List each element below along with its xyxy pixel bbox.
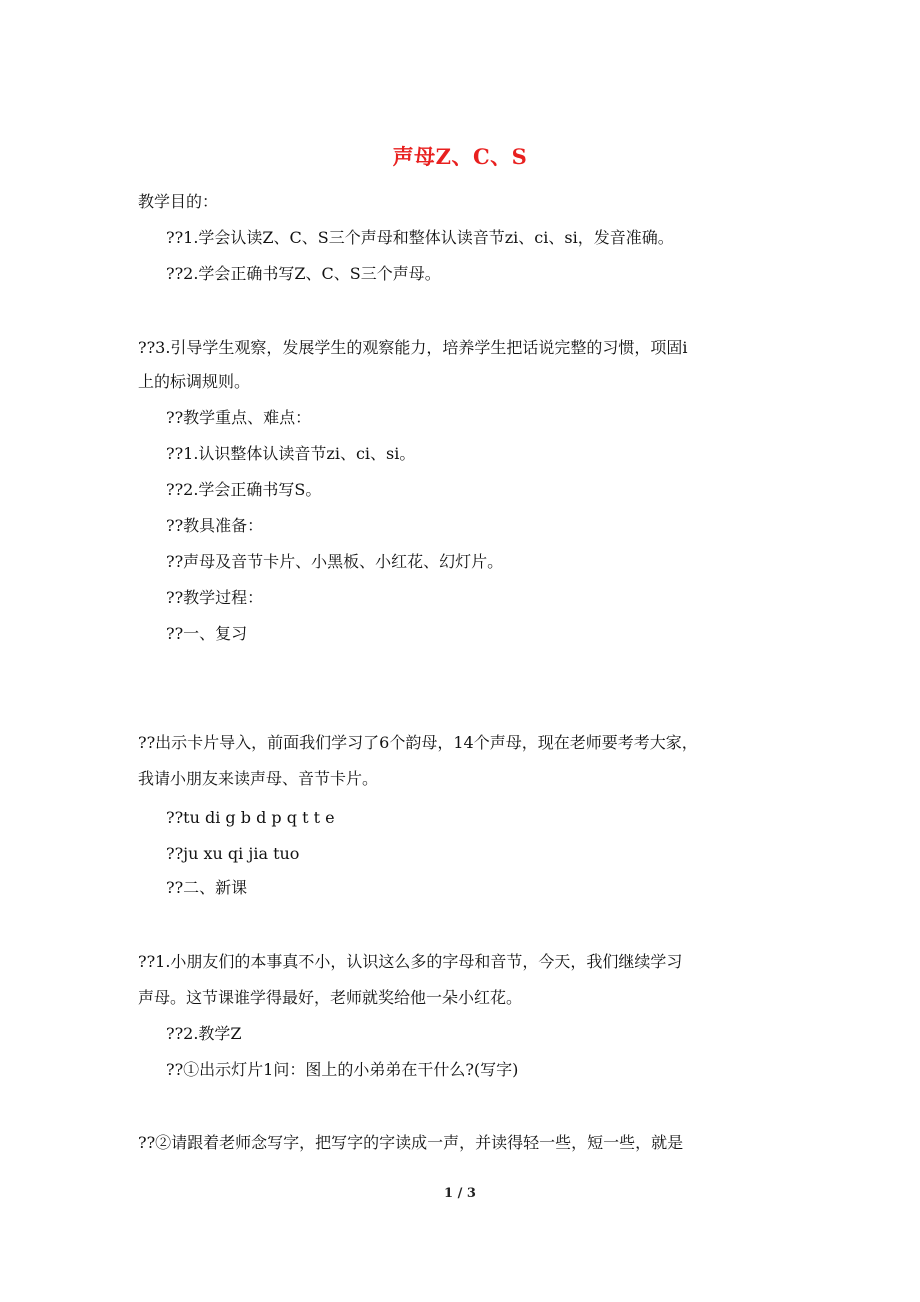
text-line: ??①出示灯片1问：图上的小弟弟在干什么?(写字) [166,1060,519,1079]
text-line: 我请小朋友来读声母、音节卡片。 [138,769,379,788]
text-line: ??声母及音节卡片、小黑板、小红花、幻灯片。 [166,552,504,571]
text-line: ??tu di g b d p q t t e [166,808,335,827]
text-line: ??教具准备： [166,516,264,535]
text-line: 教学目的： [138,192,219,211]
text-line: ??ju xu qi jia tuo [166,844,300,863]
page-number: 1 / 3 [444,1186,476,1201]
text-line: ??2.学会正确书写Z、C、S三个声母。 [166,264,441,283]
text-line: ??2.教学Z [166,1024,242,1043]
text-line: ??1.认识整体认读音节zi、ci、si。 [166,444,416,463]
text-line: ??3.引导学生观察，发展学生的观察能力，培养学生把话说完整的习惯，项固i [138,338,688,357]
text-line: ??1.小朋友们的本事真不小，认识这么多的字母和音节，今天，我们继续学习 [138,952,683,971]
text-line: ??1.学会认读Z、C、S三个声母和整体认读音节zi、ci、si，发音准确。 [166,228,674,247]
text-line: ??出示卡片导入，前面我们学习了6个韵母，14个声母，现在老师要考考大家， [138,733,698,752]
text-line: 声母。这节课谁学得最好，老师就奖给他一朵小红花。 [138,988,523,1007]
text-line: ??一、复习 [166,624,248,643]
text-line: ??二、新课 [166,878,248,897]
text-line: ??教学重点、难点： [166,408,312,427]
text-line: 上的标调规则。 [138,372,251,391]
text-line: ??2.学会正确书写S。 [166,480,322,499]
text-line: ??教学过程： [166,588,264,607]
document-title: 声母Z、C、S [392,144,528,169]
text-line: ??②请跟着老师念写字，把写字的字读成一声，并读得轻一些，短一些，就是 [138,1133,684,1152]
